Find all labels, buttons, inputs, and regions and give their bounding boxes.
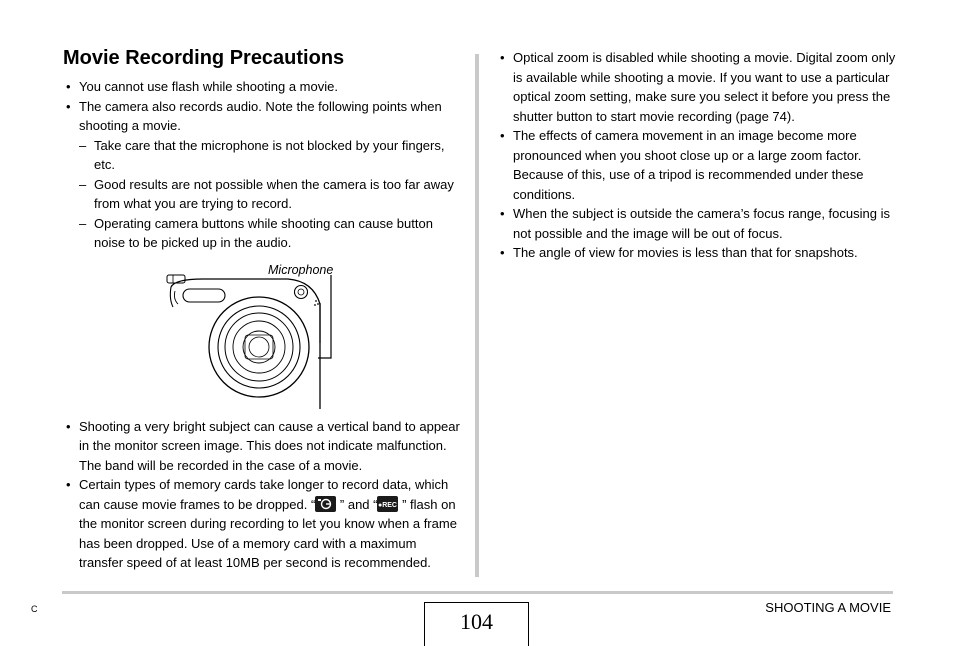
corner-mark: C bbox=[31, 604, 38, 614]
list-item: • The effects of camera movement in an image become more pronounced when you shoot close up or a large zoom factor. Because of this, use of a tripod is recommended under these conditions. bbox=[497, 126, 897, 204]
list-item: • The camera also records audio. Note the following points when shooting a movie. bbox=[63, 97, 463, 136]
column-divider bbox=[475, 54, 479, 577]
left-column bbox=[63, 77, 463, 573]
rec-icon bbox=[377, 496, 398, 512]
list-item: • When the subject is outside the camera’s focus range, focusing is not possible and the image will be out of focus. bbox=[497, 204, 897, 243]
list-item: • Shooting a very bright subject can cause a vertical band to appear in the monitor screen image. This does not indicate malfunction. The band will be recorded in the case of a movie. bbox=[63, 417, 463, 476]
page-title: Movie Recording Precautions bbox=[63, 47, 345, 69]
section-label: SHOOTING A MOVIE bbox=[765, 600, 891, 615]
sub-list-item: – Take care that the microphone is not blocked by your fingers, etc. bbox=[63, 136, 463, 175]
camera-illustration bbox=[163, 259, 363, 411]
sub-list-item: – Good results are not possible when the camera is too far away from what you are trying to record. bbox=[63, 175, 463, 214]
frame-drop-icon bbox=[315, 496, 336, 512]
page-number: 104 bbox=[424, 602, 529, 646]
list-item: • Certain types of memory cards take longer to record data, which can cause movie frames to be dropped. “ ” and “ ●REC ” flash on the monitor screen during recording to let you know when a frame has been dropped. Use of a memory card with a maximum transfer speed of at least 10MB per second is recommended. bbox=[63, 475, 463, 573]
figure-label-microphone: Microphone bbox=[268, 262, 334, 277]
list-item: • The angle of view for movies is less than that for snapshots. bbox=[497, 243, 897, 263]
camera-figure bbox=[63, 253, 463, 417]
sub-list-item: – Operating camera buttons while shooting can cause button noise to be picked up in the audio. bbox=[63, 214, 463, 253]
right-column bbox=[497, 48, 897, 263]
list-item: • Optical zoom is disabled while shooting a movie. Digital zoom only is available while shooting a movie. If you want to use a particular optical zoom setting, make sure you select it before you press the shutter button to start movie recording (page 74). bbox=[497, 48, 897, 126]
svg-text:●REC: ●REC bbox=[378, 502, 398, 510]
list-item: • You cannot use flash while shooting a movie. bbox=[63, 77, 463, 97]
footer-divider bbox=[62, 591, 893, 594]
